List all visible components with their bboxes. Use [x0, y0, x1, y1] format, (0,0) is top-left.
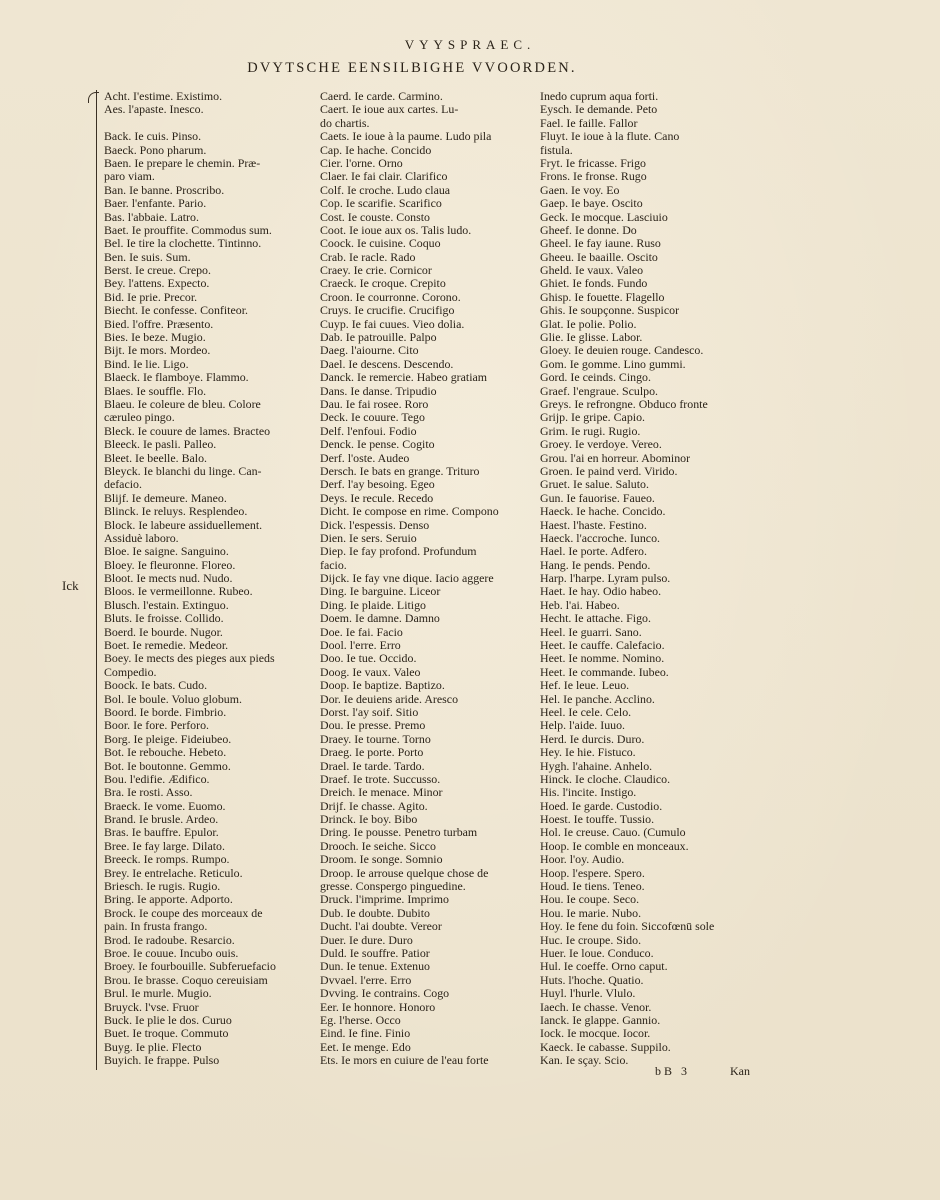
entry-line: Bel. Ie tire la clochette. Tintinno.	[104, 237, 262, 251]
entry-line: Hoy. Ie fene du foin. Siccofœnū sole	[540, 920, 715, 934]
entry-line: Hul. Ie coeffe. Orno caput.	[540, 960, 668, 974]
entry-line: Caerd. Ie carde. Carmino.	[320, 90, 443, 103]
column-1	[104, 90, 314, 1068]
entry-line: Boerd. Ie bourde. Nugor.	[104, 625, 223, 639]
entry-line: Bies. Ie beze. Mugio.	[104, 331, 206, 345]
entry-line: Dou. Ie presse. Premo	[320, 719, 426, 733]
entry-line: Ets. Ie mors en cuiure de l'eau forte	[320, 1054, 489, 1068]
entry-line: Hygh. l'ahaine. Anhelo.	[540, 759, 653, 773]
entry-line: Draey. Ie tourne. Torno	[320, 732, 431, 746]
entry-line: Dvvael. l'erre. Erro	[320, 973, 412, 987]
entry-line: Coot. Ie ioue aux os. Talis ludo.	[320, 223, 472, 237]
entry-line: Bijt. Ie mors. Mordeo.	[104, 344, 211, 358]
entry-line: Glie. Ie glisse. Labor.	[540, 331, 643, 345]
entry-line: Gheld. Ie vaux. Valeo	[540, 264, 644, 278]
entry-line: Bras. Ie bauffre. Epulor.	[104, 826, 219, 840]
entry-line: Cop. Ie scarifie. Scarifico	[320, 197, 442, 211]
entry-line: Deck. Ie couure. Tego	[320, 411, 425, 425]
entry-line: Dau. Ie fai rosee. Roro	[320, 397, 429, 411]
entry-line: Gun. Ie fauorise. Faueo.	[540, 491, 655, 505]
entry-line: Broey. Ie fourbouille. Subferuefacio	[104, 960, 276, 974]
entry-line: Cier. l'orne. Orno	[320, 156, 403, 170]
entry-line: Borg. Ie pleige. Fideiubeo.	[104, 732, 232, 746]
entry-line: Dorst. l'ay soif. Sitio	[320, 705, 419, 719]
entry-line: Ghis. Ie soupçonne. Suspicor	[540, 304, 680, 318]
entry-line: Iock. Ie mocque. Iocor.	[540, 1027, 651, 1041]
entry-line: Delf. l'enfoui. Fodio	[320, 424, 417, 438]
entry-line: Kaeck. Ie cabasse. Suppilo.	[540, 1040, 671, 1054]
entry-line: Brand. Ie brusle. Ardeo.	[104, 813, 219, 827]
entry-line: Bou. l'edifie. Ædifico.	[104, 772, 210, 786]
entry-line: Buet. Ie troque. Commuto	[104, 1027, 229, 1041]
entry-line: Fael. Ie faille. Fallor	[540, 116, 638, 130]
entry-line: Hinck. Ie cloche. Claudico.	[540, 772, 671, 786]
entry-line: Duld. Ie souffre. Patior	[320, 947, 430, 960]
entry-line: Boock. Ie bats. Cudo.	[104, 679, 208, 693]
entry-line: Breeck. Ie romps. Rumpo.	[104, 853, 230, 867]
entry-line: Iaech. Ie chasse. Venor.	[540, 1000, 652, 1014]
entry-line: Haeck. l'accroche. Iunco.	[540, 531, 660, 545]
entry-line: Bey. l'attens. Expecto.	[104, 277, 210, 291]
entry-line: Heet. Ie commande. Iubeo.	[540, 665, 669, 679]
entry-line: Eet. Ie menge. Edo	[320, 1040, 411, 1054]
entry-line: Drinck. Ie boy. Bibo	[320, 813, 418, 827]
entry-line: facio.	[320, 558, 347, 572]
entry-line: Bot. Ie boutonne. Gemmo.	[104, 759, 231, 773]
entry-line: Drooch. Ie seiche. Sicco	[320, 839, 436, 853]
entry-line: Ghisp. Ie fouette. Flagello	[540, 290, 665, 304]
entry-line: Hef. Ie leue. Leuo.	[540, 679, 630, 693]
entry-line: Hoop. Ie comble en monceaux.	[540, 839, 689, 853]
entry-line: Gaep. Ie baye. Oscito	[540, 197, 643, 211]
margin-note: Ick	[62, 578, 79, 593]
column-3	[540, 90, 755, 1068]
entry-line: Back. Ie cuis. Pinso.	[104, 130, 202, 144]
entry-line: Derf. l'ay besoing. Egeo	[320, 478, 435, 492]
entry-line: Draeg. Ie porte. Porto	[320, 746, 424, 760]
entry-line: Ding. Ie barguine. Liceor	[320, 585, 441, 599]
entry-line: Dvving. Ie contrains. Cogo	[320, 987, 450, 1001]
entry-line: Droop. Ie arrouse quelque chose de	[320, 866, 489, 880]
entry-line: Heel. Ie cele. Celo.	[540, 705, 632, 719]
entry-line: Hecht. Ie attache. Figo.	[540, 612, 651, 626]
entry-line: Baen. Ie prepare le chemin. Præ-	[104, 156, 261, 170]
entry-line: Huyl. l'hurle. Vlulo.	[540, 987, 636, 1001]
entry-line: Broe. Ie couue. Incubo ouis.	[104, 947, 239, 960]
entry-line: Cuyp. Ie fai cuues. Vieo dolia.	[320, 317, 465, 331]
entry-line: Fryt. Ie fricasse. Frigo	[540, 156, 646, 170]
entry-line: Hel. Ie panche. Acclino.	[540, 692, 655, 706]
entry-line: Droom. Ie songe. Somnio	[320, 853, 443, 867]
entry-line: Grou. l'ai en horreur. Abominor	[540, 451, 691, 465]
entry-line: Huer. Ie loue. Conduco.	[540, 947, 654, 960]
signature-mark: bB 3	[655, 1064, 691, 1078]
entry-line: Bree. Ie fay large. Dilato.	[104, 839, 225, 853]
entry-line: Boord. Ie borde. Fimbrio.	[104, 705, 227, 719]
entry-line: Haet. Ie hay. Odio habeo.	[540, 585, 662, 599]
entry-line: do chartis.	[320, 116, 370, 130]
entry-line: Doog. Ie vaux. Valeo	[320, 665, 421, 679]
entry-line: Bruyck. l'vse. Fruor	[104, 1000, 199, 1014]
entry-line: Brod. Ie radoube. Resarcio.	[104, 933, 235, 947]
entry-line: Claer. Ie fai clair. Clarifico	[320, 170, 448, 184]
entry-line: Dicht. Ie compose en rime. Compono	[320, 505, 499, 519]
entry-line: Ducht. l'ai doubte. Vereor	[320, 920, 442, 934]
entry-line: Bleyck. Ie blanchi du linge. Can-	[104, 464, 262, 478]
entry-line: Eg. l'herse. Occo	[320, 1013, 401, 1027]
column-2	[320, 90, 535, 1068]
entry-line: Berst. Ie creue. Crepo.	[104, 264, 211, 278]
entry-line: Hol. Ie creuse. Cauo. (Cumulo	[540, 826, 686, 840]
entry-line: Doe. Ie fai. Facio	[320, 625, 403, 639]
entry-line: Dael. Ie descens. Descendo.	[320, 357, 454, 371]
entry-line: Brock. Ie coupe des morceaux de	[104, 906, 263, 920]
entry-line: Blaes. Ie souffle. Flo.	[104, 384, 207, 398]
entry-line: Frons. Ie fronse. Rugo	[540, 170, 647, 184]
entry-line: Blaeck. Ie flamboye. Flammo.	[104, 371, 249, 385]
entry-line	[104, 117, 314, 130]
entry-line: Danck. Ie remercie. Habeo gratiam	[320, 371, 488, 385]
entry-line: Bind. Ie lie. Ligo.	[104, 357, 189, 371]
entry-line: Duer. Ie dure. Duro	[320, 933, 413, 947]
entry-line: Inedo cuprum aqua forti.	[540, 90, 659, 103]
entry-line: Haeck. Ie hache. Concido.	[540, 505, 666, 519]
entry-line: Cap. Ie hache. Concido	[320, 143, 432, 157]
entry-line: Blaeu. Ie coleure de bleu. Colore	[104, 397, 261, 411]
entry-line: Dans. Ie danse. Tripudio	[320, 384, 437, 398]
entry-line: Hey. Ie hie. Fistuco.	[540, 746, 636, 760]
entry-line: Hang. Ie pends. Pendo.	[540, 558, 651, 572]
entry-line: Doem. Ie damne. Damno	[320, 612, 440, 626]
entry-line: Bied. l'offre. Præsento.	[104, 317, 214, 331]
entry-line: Blusch. l'estain. Extinguo.	[104, 598, 229, 612]
entry-line: Briesch. Ie rugis. Rugio.	[104, 880, 221, 894]
entry-line: defacio.	[104, 478, 142, 492]
entry-line: Doop. Ie baptize. Baptizo.	[320, 679, 445, 693]
entry-line: Kan. Ie sçay. Scio.	[540, 1054, 629, 1068]
entry-line: Blijf. Ie demeure. Maneo.	[104, 491, 227, 505]
entry-line: Doo. Ie tue. Occido.	[320, 652, 417, 666]
entry-line: Cost. Ie couste. Consto	[320, 210, 430, 224]
entry-line: Houd. Ie tiens. Teneo.	[540, 880, 645, 894]
entry-line: Dun. Ie tenue. Extenuo	[320, 960, 430, 974]
entry-line: Hou. Ie coupe. Seco.	[540, 893, 640, 907]
entry-line: Ban. Ie banne. Proscribo.	[104, 183, 225, 197]
entry-line: Bring. Ie apporte. Adporto.	[104, 893, 233, 907]
entry-line: His. l'incite. Instigo.	[540, 786, 637, 800]
entry-line: Dien. Ie sers. Seruio	[320, 531, 417, 545]
entry-line: Brul. Ie murle. Mugio.	[104, 987, 212, 1001]
entry-line: Bluts. Ie froisse. Collido.	[104, 612, 224, 626]
entry-line: Groey. Ie verdoye. Vereo.	[540, 438, 662, 452]
entry-line: Buyg. Ie plie. Flecto	[104, 1040, 202, 1054]
entry-line: Hael. Ie porte. Adfero.	[540, 545, 647, 559]
entry-line: Heet. Ie cauffe. Calefacio.	[540, 639, 665, 653]
entry-line: Compedio.	[104, 665, 157, 679]
entry-line: Brey. Ie entrelache. Reticulo.	[104, 866, 243, 880]
entry-line: Hoop. l'espere. Spero.	[540, 866, 645, 880]
entry-line: Buck. Ie plie le dos. Curuo	[104, 1013, 232, 1027]
entry-line: Ghiet. Ie fonds. Fundo	[540, 277, 648, 291]
entry-line: Gruet. Ie salue. Saluto.	[540, 478, 649, 492]
entry-line: Bloey. Ie fleuronne. Floreo.	[104, 558, 236, 572]
entry-line: Bloe. Ie saigne. Sanguino.	[104, 545, 229, 559]
entry-line: Eer. Ie honnore. Honoro	[320, 1000, 436, 1014]
entry-line: Dreich. Ie menace. Minor	[320, 786, 443, 800]
entry-line: Dersch. Ie bats en grange. Trituro	[320, 464, 480, 478]
entry-line: Drael. Ie tarde. Tardo.	[320, 759, 425, 773]
entry-line: Cruys. Ie crucifie. Crucifigo	[320, 304, 455, 318]
entry-line: Ding. Ie plaide. Litigo	[320, 598, 426, 612]
entry-line: Deys. Ie recule. Recedo	[320, 491, 434, 505]
entry-line: Croon. Ie courronne. Corono.	[320, 290, 461, 304]
entry-line: Huts. l'hoche. Quatio.	[540, 973, 644, 987]
entry-line: Drijf. Ie chasse. Agito.	[320, 799, 428, 813]
entry-line: Dool. l'erre. Erro	[320, 639, 401, 653]
entry-line: Caert. Ie ioue aux cartes. Lu-	[320, 103, 459, 117]
entry-line: Bra. Ie rosti. Asso.	[104, 786, 193, 800]
entry-line: Dring. Ie pousse. Penetro turbam	[320, 826, 478, 840]
entry-line: Block. Ie labeure assiduellement.	[104, 518, 263, 532]
entry-line: Aes. l'apaste. Inesco.	[104, 103, 204, 117]
entry-line: Help. l'aide. Iuuo.	[540, 719, 626, 733]
entry-line: Dor. Ie deuiens aride. Aresco	[320, 692, 459, 706]
entry-line: Baet. Ie prouffite. Commodus sum.	[104, 223, 272, 237]
entry-line: Baeck. Pono pharum.	[104, 143, 207, 157]
entry-line: Crab. Ie racle. Rado	[320, 250, 416, 264]
entry-line: gresse. Conspergo pinguedine.	[320, 880, 466, 894]
entry-line: Hoed. Ie garde. Custodio.	[540, 799, 663, 813]
entry-line: Boet. Ie remedie. Medeor.	[104, 639, 229, 653]
entry-line: Grijp. Ie gripe. Capio.	[540, 411, 646, 425]
entry-line: Heet. Ie nomme. Nomino.	[540, 652, 665, 666]
entry-line: Hoest. Ie touffe. Tussio.	[540, 813, 655, 827]
entry-line: Dick. l'espessis. Denso	[320, 518, 430, 532]
entry-line: Glat. Ie polie. Polio.	[540, 317, 637, 331]
entry-line: Grim. Ie rugi. Rugio.	[540, 424, 641, 438]
entry-line: Gord. Ie ceinds. Cingo.	[540, 371, 651, 385]
entry-line: Druck. l'imprime. Imprimo	[320, 893, 449, 907]
entry-line: Heel. Ie guarri. Sano.	[540, 625, 642, 639]
entry-line: Gheel. Ie fay iaune. Ruso	[540, 237, 661, 251]
entry-line: cæruleo pingo.	[104, 411, 175, 425]
entry-line: Bid. Ie prie. Precor.	[104, 290, 198, 304]
entry-line: Acht. I'estime. Existimo.	[104, 90, 223, 103]
entry-line: Geck. Ie mocque. Lasciuio	[540, 210, 668, 224]
entry-line: Derf. l'oste. Audeo	[320, 451, 410, 465]
entry-line: Gheeu. Ie baaille. Oscito	[540, 250, 658, 264]
entry-line: Bot. Ie rebouche. Hebeto.	[104, 746, 227, 760]
entry-line: Dab. Ie patrouille. Palpo	[320, 331, 437, 345]
entry-line: Ben. Ie suis. Sum.	[104, 250, 191, 264]
entry-line: Eind. Ie fine. Finio	[320, 1027, 411, 1041]
entry-line: Heb. l'ai. Habeo.	[540, 598, 620, 612]
entry-line: Daeg. l'aiourne. Cito	[320, 344, 419, 358]
entry-line: Biecht. Ie confesse. Confiteor.	[104, 304, 248, 318]
entry-line: Harp. l'harpe. Lyram pulso.	[540, 572, 671, 586]
entry-line: Haest. l'haste. Festino.	[540, 518, 647, 532]
entry-line: Bol. Ie boule. Voluo globum.	[104, 692, 242, 706]
entry-line: Dub. Ie doubte. Dubito	[320, 906, 430, 920]
entry-line: Coock. Ie cuisine. Coquo	[320, 237, 441, 251]
entry-line: Greys. Ie refrongne. Obduco fronte	[540, 397, 708, 411]
catchword: Kan	[730, 1064, 750, 1078]
running-head: VYYSPRAEC.	[404, 37, 536, 52]
entry-line: Gaen. Ie voy. Eo	[540, 183, 620, 197]
entry-line: Craey. Ie crie. Cornicor	[320, 264, 432, 278]
page-title: DVYTSCHE EENSILBIGHE VVOORDEN.	[247, 60, 577, 76]
entry-line: paro viam.	[104, 170, 155, 184]
entry-line: Eysch. Ie demande. Peto	[540, 103, 658, 117]
entry-line: Hou. Ie marie. Nubo.	[540, 906, 642, 920]
entry-line: Bloos. Ie vermeillonne. Rubeo.	[104, 585, 253, 599]
entry-line: Braeck. Ie vome. Euomo.	[104, 799, 226, 813]
margin-bracket	[96, 90, 101, 1070]
entry-line: Gheef. Ie donne. Do	[540, 223, 637, 237]
entry-line: Boor. Ie fore. Perforo.	[104, 719, 210, 733]
entry-line: Gloey. Ie deuien rouge. Candesco.	[540, 344, 704, 358]
entry-line: Denck. Ie pense. Cogito	[320, 438, 435, 452]
entry-line: Bleeck. Ie pasli. Palleo.	[104, 438, 217, 452]
entry-line: Groen. Ie paind verd. Virido.	[540, 464, 678, 478]
entry-line: Colf. Ie croche. Ludo claua	[320, 183, 451, 197]
entry-line: Diep. Ie fay profond. Profundum	[320, 545, 477, 559]
entry-line: Boey. Ie mects des pieges aux pieds	[104, 652, 275, 666]
entry-line: Huc. Ie croupe. Sido.	[540, 933, 642, 947]
entry-line: Graef. l'engraue. Sculpo.	[540, 384, 659, 398]
entry-line: Assiduè laboro.	[104, 531, 179, 545]
entry-line: Bloot. Ie mects nud. Nudo.	[104, 572, 233, 586]
entry-line: Caets. Ie ioue à la paume. Ludo pila	[320, 130, 492, 144]
entry-line: Bleet. Ie beelle. Balo.	[104, 451, 208, 465]
entry-line: Blinck. Ie reluys. Resplendeo.	[104, 505, 248, 519]
entry-line: Draef. Ie trote. Succusso.	[320, 772, 441, 786]
entry-line: pain. In frusta frango.	[104, 920, 208, 934]
entry-line: Baer. l'enfante. Pario.	[104, 197, 207, 211]
entry-line: Herd. Ie durcis. Duro.	[540, 732, 645, 746]
entry-line: Bas. l'abbaie. Latro.	[104, 210, 199, 224]
entry-line: Craeck. Ie croque. Crepito	[320, 277, 446, 291]
entry-line: Bleck. Ie couure de lames. Bracteo	[104, 424, 271, 438]
entry-line: Ianck. Ie glappe. Gannio.	[540, 1013, 661, 1027]
entry-line: Hoor. l'oy. Audio.	[540, 853, 625, 867]
entry-line: Brou. Ie brasse. Coquo cereuisiam	[104, 973, 268, 987]
entry-line: Dijck. Ie fay vne dique. Iacio aggere	[320, 572, 494, 586]
entry-line: Fluyt. Ie ioue à la flute. Cano	[540, 130, 680, 144]
entry-line: Buyich. Ie frappe. Pulso	[104, 1054, 220, 1068]
entry-line: fistula.	[540, 143, 573, 157]
entry-line: Gom. Ie gomme. Lino gummi.	[540, 357, 686, 371]
